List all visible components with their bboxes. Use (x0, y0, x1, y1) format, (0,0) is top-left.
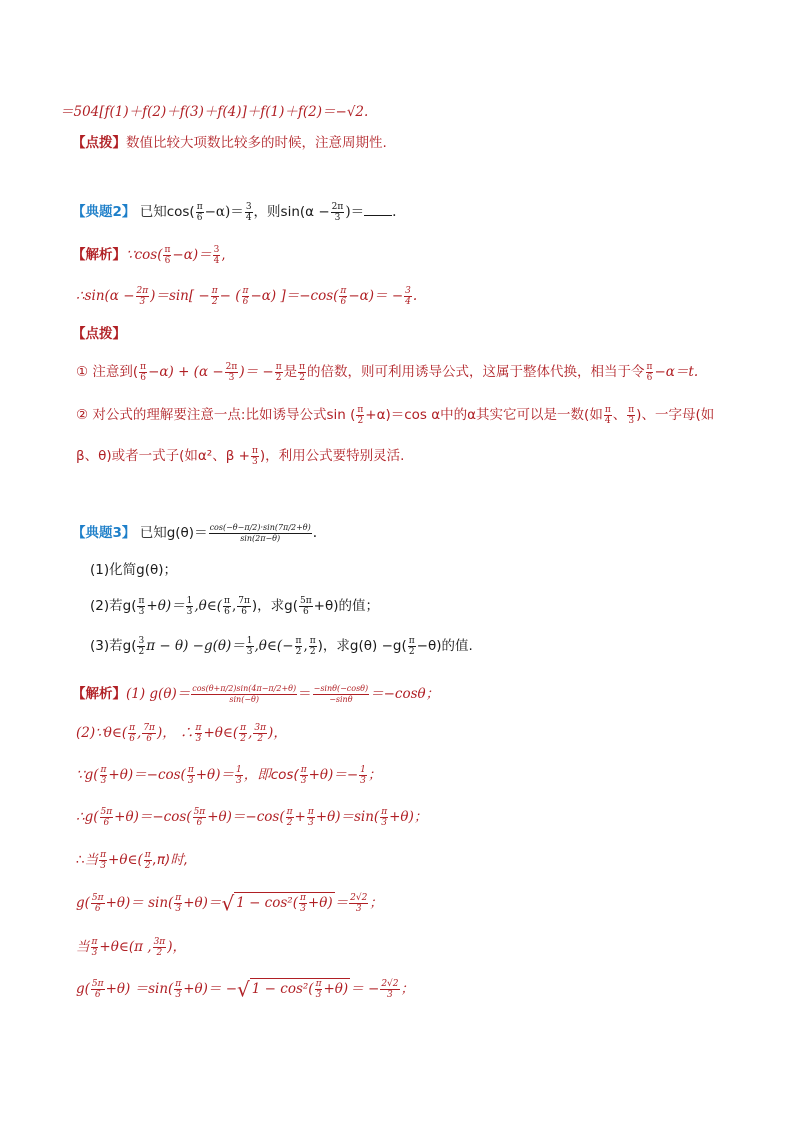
answer-blank[interactable] (364, 203, 392, 216)
frac: $\frac{\pi}{3}$ (100, 765, 107, 786)
ex2-solution-2 (76, 286, 417, 307)
frac: $\frac{7\pi}{6}$ (238, 596, 250, 617)
s3-b: +θ)＝−cos( (108, 767, 186, 783)
ex3-sol-1 (72, 684, 439, 705)
frac: $\frac{1}{3}$ (186, 596, 193, 617)
s6-b: +θ)＝ sin( (105, 895, 174, 911)
ex2-tip-tag: 【点拨】 (72, 326, 126, 342)
tip1-a: ① 注意到( (76, 364, 139, 380)
ex2-q-prefix: 已知cos( (139, 204, 195, 220)
frac: $\frac{2√2}{3}$ (381, 979, 399, 1000)
ex3-p1: (1)化简g(θ)； (90, 562, 177, 578)
tip1-e: 的倍数，则可利用诱导公式，这属于整体代换，相当于令 (307, 364, 645, 380)
frac: $\frac{\pi}{6}$ (196, 202, 203, 223)
s7-a: 当 (76, 939, 90, 955)
ex3-sol-3 (76, 765, 381, 786)
s1-a: (1) g(θ)＝ (126, 686, 191, 702)
frac: $\frac{3\pi}{2}$ (254, 723, 267, 744)
frac: $\frac{\pi}{6}$ (140, 362, 147, 383)
frac: $\frac{\pi}{6}$ (164, 245, 171, 266)
sum-result-line: ＝504[f(1)＋f(2)＋f(3)＋f(4)]＋f(1)＋f(2)＝−√2. (60, 104, 369, 120)
s5-c: ,π)时, (152, 852, 189, 868)
frac: $\frac{\pi}{3}$ (175, 893, 182, 914)
frac: $\frac{\pi}{3}$ (91, 937, 98, 958)
sol1-end: , (221, 247, 226, 263)
frac: $\frac{\pi}{2}$ (299, 362, 306, 383)
s6-e: ； (369, 895, 383, 911)
frac: $\frac{3}{2}$ (138, 636, 145, 657)
tip1-c: )＝ − (239, 364, 274, 380)
ex3-sol-2: (2)∵θ∈( $\frac{\pi}{6}$ , $\frac{7\pi}{6}$ )， ∴ $\frac{\pi}{3}$ +θ∈( $\frac{\pi}{2}$ , $\frac{3\pi}{2}$ )， (76, 723, 287, 744)
frac: $\frac{\cos(\theta+\pi/2)\sin(4\pi-\pi/2+\theta)}{\sin(-\theta)}$ (192, 684, 297, 704)
frac: $\frac{5\pi}{6}$ (91, 979, 104, 1000)
tip2-a: ② 对公式的理解要注意一点:比如诱导公式sin ( (76, 407, 356, 423)
s8-d: ＝ − (350, 981, 380, 997)
frac: $\frac{-\sin\theta(-\cos\theta)}{-\sin\theta}$ (313, 684, 369, 704)
frac: $\frac{\pi}{2}$ (357, 405, 364, 426)
ex2-tip-heading (72, 325, 126, 343)
p2-a: (2)若g( (90, 598, 137, 614)
s4-d: +θ)＝sin( (315, 809, 380, 825)
tip-text: 数值比较大项数比较多的时候，注意周期性. (126, 135, 387, 151)
s6-c: +θ)＝ (183, 895, 222, 911)
frac: $\frac{\pi}{2}$ (286, 807, 293, 828)
s3-c: +θ)＝ (195, 767, 234, 783)
ex3-question (72, 523, 317, 544)
frac: $\frac{\pi}{6}$ (129, 723, 136, 744)
s3-e: +θ)＝− (308, 767, 359, 783)
s1-b: ＝ (298, 686, 312, 702)
frac: $\frac{\pi}{3}$ (195, 723, 202, 744)
tip-tag: 【点拨】 (72, 135, 126, 151)
s3-d: ，即cos( (243, 767, 299, 783)
ex2-sol-tag: 【解析】 (72, 247, 126, 263)
tip2-f: )，利用公式要特别灵活. (259, 448, 405, 464)
s7-c: )， (167, 939, 187, 955)
sol2-c: − ( (219, 288, 241, 304)
s1-c: ＝−cosθ； (370, 686, 440, 702)
frac: $\frac{5\pi}{6}$ (300, 596, 312, 617)
p3-d: )，求g(θ) −g( (317, 638, 407, 654)
p2-c: ,θ∈( (194, 598, 223, 614)
frac: $\frac{3\pi}{2}$ (153, 937, 166, 958)
ex3-sol-7 (76, 937, 186, 958)
frac: $\frac{\pi}{3}$ (299, 893, 306, 914)
frac: $\frac{7\pi}{6}$ (143, 723, 155, 744)
frac: $\frac{\pi}{3}$ (315, 979, 322, 1000)
frac: $\frac{\pi}{3}$ (628, 405, 635, 426)
s6-d: ＝ (334, 895, 349, 911)
p3-b: π − θ) −g(θ)＝ (146, 638, 245, 654)
ex3-tag: 【典题3】 (72, 525, 136, 541)
frac: $\frac{\pi}{6}$ (340, 286, 347, 307)
s4-e: +θ)； (389, 809, 428, 825)
ex3-sol-4: ∴g( $\frac{5\pi}{6}$ +θ)＝−cos( $\frac{5\pi}{6}$ +θ)＝−cos( $\frac{\pi}{2}$ + $\frac{\pi}{3}$ +θ)＝sin( $\frac{\pi}{3}$ +θ)； (76, 807, 428, 828)
frac: $\frac{\pi}{3}$ (381, 807, 388, 828)
tip-line (72, 134, 387, 152)
frac: $\frac{1}{3}$ (246, 636, 253, 657)
s2-b: )， ∴ (156, 725, 194, 741)
sol1-mid: −α)＝ (172, 247, 212, 263)
tip2-c: 、 (612, 407, 627, 423)
s4-c: +θ)＝−cos( (207, 809, 285, 825)
ex3-sol-tag: 【解析】 (72, 686, 126, 702)
ex3-q-end: . (312, 525, 318, 541)
s4-a: ∴g( (76, 809, 99, 825)
frac: $\frac{\pi}{3}$ (100, 850, 107, 871)
frac: $\frac{\pi}{3}$ (138, 596, 145, 617)
tip1-d: 是 (283, 364, 298, 380)
frac: $\frac{\pi}{2}$ (408, 636, 415, 657)
p3-a: (3)若g( (90, 638, 137, 654)
frac: $\frac{5\pi}{6}$ (193, 807, 206, 828)
ex2-q-end: )＝ (345, 204, 365, 220)
p2-d: )，求g( (251, 598, 299, 614)
tip2-d: )、一字母(如 (636, 407, 715, 423)
p3-e: −θ)的值. (416, 638, 473, 654)
ex3-sol-5 (76, 850, 188, 871)
frac: $\frac{5\pi}{6}$ (100, 807, 113, 828)
ex3-sol-6: g( $\frac{5\pi}{6}$ +θ)＝ sin( $\frac{\pi}{3}$ +θ)＝√ 1 − cos²( $\frac{\pi}{3}$ +θ) ＝ $\frac{2√2}{3}$ ； (76, 891, 383, 916)
tip1-b: −α) + (α − (148, 364, 224, 380)
sol2-a: ∴sin(α − (76, 288, 135, 304)
tip2-e: β、θ)或者一式子(如α²、β + (76, 448, 250, 464)
s8-a: g( (76, 981, 90, 997)
sol1: ∵cos( (126, 247, 163, 263)
s2-d: )， (268, 725, 287, 741)
ex3-q-prefix: 已知g(θ)＝ (139, 525, 208, 541)
s3-a: ∵g( (76, 767, 99, 783)
frac: $\frac{\pi}{3}$ (307, 807, 314, 828)
frac: $\frac{\pi}{6}$ (242, 286, 249, 307)
frac: $\frac{2√2}{3}$ (350, 893, 368, 914)
sol2-b: )＝sin[ − (150, 288, 210, 304)
ex2-solution-1 (72, 245, 226, 266)
frac: $\frac{\pi}{2}$ (240, 723, 247, 744)
ex3-part1 (90, 561, 177, 579)
frac: $\frac{3}{4}$ (213, 245, 220, 266)
ex2-question (72, 202, 396, 223)
frac: $\frac{5\pi}{6}$ (91, 893, 104, 914)
p2-b: +θ)＝ (146, 598, 185, 614)
p3-c: ,θ∈(− (254, 638, 294, 654)
frac: $\frac{2\pi}{3}$ (136, 286, 149, 307)
s7-b: +θ∈(π , (99, 939, 152, 955)
frac: $\frac{\pi}{4}$ (604, 405, 611, 426)
frac: $\frac{\pi}{6}$ (646, 362, 653, 383)
tip2-b: +α)＝cos α中的α其实它可以是一数(如 (365, 407, 603, 423)
frac: $\frac{\pi}{6}$ (224, 596, 230, 617)
sol2-f: . (412, 288, 418, 304)
ex2-q-stop: . (392, 204, 397, 220)
sqrt-expression: 1 − cos²( $\frac{\pi}{3}$ +θ) (236, 893, 333, 914)
ex3-sol-8: g( $\frac{5\pi}{6}$ +θ) ＝sin( $\frac{\pi}{3}$ +θ)＝ −√ 1 − cos²( $\frac{\pi}{3}$ +θ) ＝ − $\frac{2√2}{3}$ ； (76, 977, 414, 1002)
p2-e: +θ)的值； (313, 598, 380, 614)
sol2-e: −α)＝ − (348, 288, 404, 304)
g-definition-fraction: $\frac{\cos(-\theta-\pi/2)\cdot\sin(7\pi/2+\theta)}{\sin(2\pi-\theta)}$ (209, 523, 311, 543)
s8-b: +θ) ＝sin( (105, 981, 174, 997)
s4-b: +θ)＝−cos( (114, 809, 192, 825)
sol2-d: −α) ]＝−cos( (250, 288, 339, 304)
frac: $\frac{1}{3}$ (360, 765, 366, 786)
frac: $\frac{\pi}{2}$ (309, 636, 316, 657)
frac: $\frac{\pi}{2}$ (144, 850, 151, 871)
sqrt-expression: 1 − cos²( $\frac{\pi}{3}$ +θ) (251, 979, 349, 1000)
ex2-tip-1 (76, 362, 698, 383)
tip1-f: −α＝t. (654, 364, 699, 380)
frac: $\frac{\pi}{3}$ (187, 765, 194, 786)
ex2-tag: 【典题2】 (72, 204, 136, 220)
s8-c: +θ)＝ − (183, 981, 238, 997)
frac: $\frac{3}{4}$ (405, 286, 411, 307)
frac: $\frac{\pi}{2}$ (295, 636, 302, 657)
ex3-part3: (3)若g( $\frac{3}{2}$ π − θ) −g(θ)＝ $\frac{1}{3}$ ,θ∈(− $\frac{\pi}{2}$ , $\frac{\pi}{2}$ )，求g(θ) −g( $\frac{\pi}{2}$ −θ)的值. (90, 636, 473, 657)
ex3-part2: (2)若g( $\frac{\pi}{3}$ +θ)＝ $\frac{1}{3}$ ,θ∈( $\frac{\pi}{6}$ , $\frac{7\pi}{6}$ )，求g( $\frac{5\pi}{6}$ +θ)的值； (90, 596, 380, 617)
ex2-tip-2-cont (76, 446, 404, 467)
frac: $\frac{\pi}{3}$ (175, 979, 182, 1000)
frac: $\frac{2\pi}{3}$ (225, 362, 238, 383)
frac: $\frac{\pi}{3}$ (300, 765, 307, 786)
s2-a: (2)∵θ∈( (76, 725, 128, 741)
s5-a: ∴当 (76, 852, 99, 868)
s6-a: g( (76, 895, 90, 911)
frac: $\frac{\pi}{3}$ (251, 446, 258, 467)
s8-e: ； (400, 981, 414, 997)
frac: $\frac{3}{4}$ (245, 202, 252, 223)
frac: $\frac{\pi}{2}$ (275, 362, 282, 383)
ex2-tip-2 (76, 405, 714, 426)
frac: $\frac{\pi}{2}$ (211, 286, 218, 307)
frac: $\frac{2\pi}{3}$ (331, 202, 344, 223)
s5-b: +θ∈( (108, 852, 143, 868)
ex2-q-mid: −α)＝ (204, 204, 244, 220)
frac: $\frac{1}{3}$ (235, 765, 242, 786)
ex2-q-then: ，则sin(α − (253, 204, 330, 220)
s3-f: ； (367, 767, 382, 783)
s2-c: +θ∈( (203, 725, 239, 741)
